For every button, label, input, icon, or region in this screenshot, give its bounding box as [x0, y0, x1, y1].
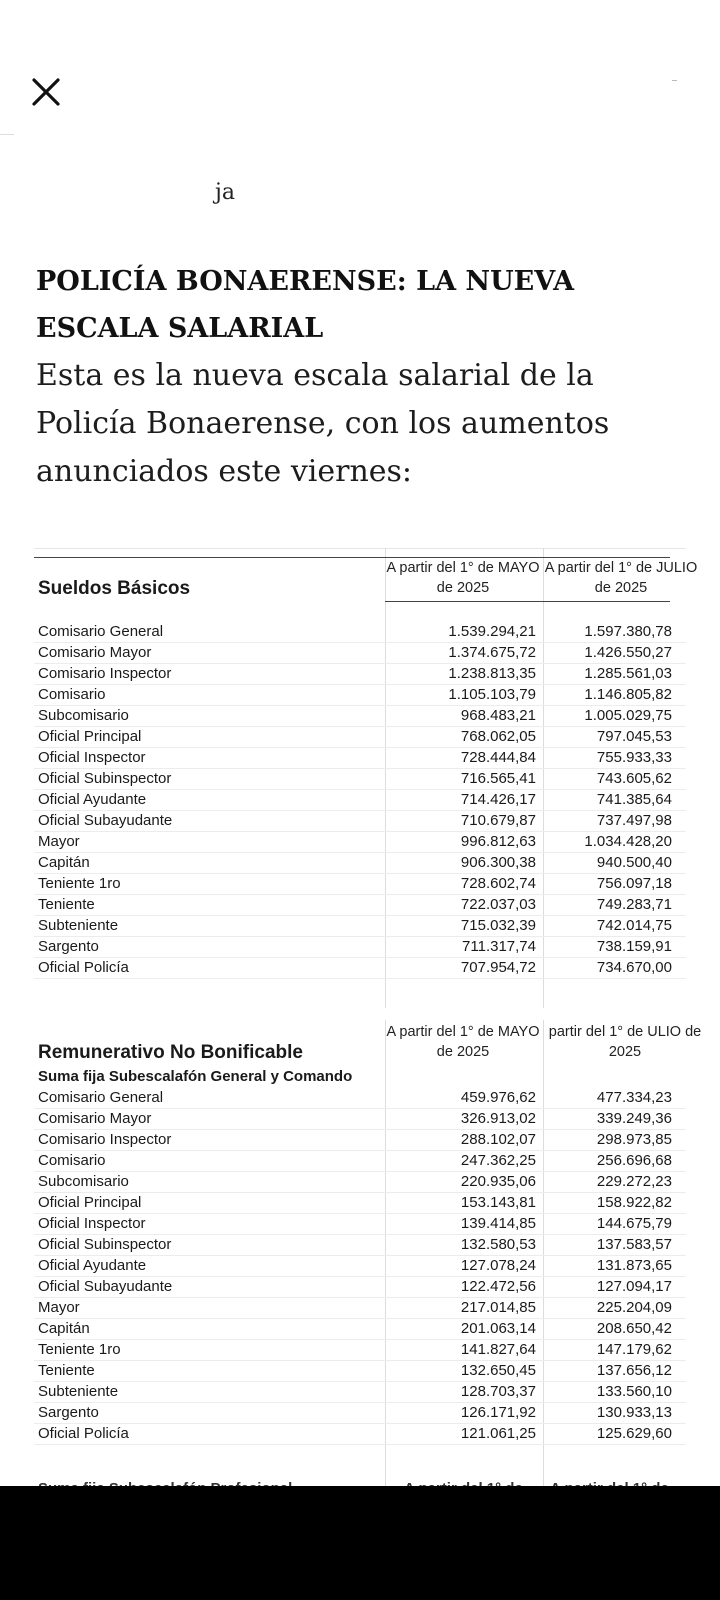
table-row — [34, 643, 686, 664]
row-label: Comisario Inspector — [38, 665, 172, 682]
value-mayo: 121.061,25 — [460, 1425, 536, 1442]
value-mayo: 201.063,14 — [460, 1320, 536, 1337]
table-row — [34, 1214, 686, 1235]
value-mayo: 714.426,17 — [460, 791, 536, 808]
value-julio: 130.933,13 — [596, 1404, 672, 1421]
row-label: Teniente 1ro — [38, 1341, 121, 1358]
value-julio: 1.146.805,82 — [584, 686, 672, 703]
table-row — [34, 874, 686, 895]
value-julio: 137.656,12 — [596, 1362, 672, 1379]
table-row — [34, 1235, 686, 1256]
value-mayo: 141.827,64 — [460, 1341, 536, 1358]
value-julio: 298.973,85 — [596, 1131, 672, 1148]
table-row — [34, 811, 686, 832]
value-julio: 229.272,23 — [596, 1173, 672, 1190]
value-julio: 797.045,53 — [596, 728, 672, 745]
table2-subtitle: Suma fija Subescalafón General y Comando — [38, 1068, 353, 1085]
value-mayo: 459.976,62 — [460, 1089, 536, 1106]
row-label: Oficial Subinspector — [38, 770, 172, 787]
row-label: Comisario Inspector — [38, 1131, 172, 1148]
table-row — [34, 1151, 686, 1172]
row-label: Teniente — [38, 896, 95, 913]
table-row — [34, 895, 686, 916]
value-mayo: 217.014,85 — [460, 1299, 536, 1316]
table-row — [34, 1277, 686, 1298]
value-mayo: 132.580,53 — [460, 1236, 536, 1253]
value-mayo: 1.539.294,21 — [448, 623, 536, 640]
value-mayo: 1.374.675,72 — [448, 644, 536, 661]
row-label: Oficial Policía — [38, 959, 129, 976]
article — [36, 258, 686, 496]
row-label: Comisario General — [38, 623, 164, 640]
value-julio: 127.094,17 — [596, 1278, 672, 1295]
table-row — [34, 1403, 686, 1424]
row-label: Oficial Principal — [38, 728, 142, 745]
value-julio: 477.334,23 — [596, 1089, 672, 1106]
close-button[interactable] — [28, 74, 64, 110]
table2-rows — [34, 1088, 686, 1445]
value-mayo: 128.703,37 — [460, 1383, 536, 1400]
value-julio: 756.097,18 — [596, 875, 672, 892]
table3-col1-cut — [404, 1474, 523, 1486]
row-label: Oficial Ayudante — [38, 1257, 147, 1274]
value-mayo: 132.650,45 — [460, 1362, 536, 1379]
row-label: Teniente — [38, 1362, 95, 1379]
table-row — [34, 727, 686, 748]
value-julio: 749.283,71 — [596, 896, 672, 913]
table-row — [34, 937, 686, 958]
table3-col2-cut — [550, 1474, 669, 1486]
row-label: Comisario General — [38, 1089, 164, 1106]
value-mayo: 288.102,07 — [460, 1131, 536, 1148]
system-navigation-bar — [0, 1486, 720, 1600]
row-label: Capitán — [38, 854, 90, 871]
table-row — [34, 685, 686, 706]
divider — [0, 134, 14, 135]
row-label: Oficial Inspector — [38, 1215, 146, 1232]
value-mayo: 326.913,02 — [460, 1110, 536, 1127]
value-mayo: 247.362,25 — [460, 1152, 536, 1169]
value-julio: 1.005.029,75 — [584, 707, 672, 724]
close-icon — [31, 77, 61, 107]
row-label: Oficial Policía — [38, 1425, 129, 1442]
value-mayo: 728.602,74 — [460, 875, 536, 892]
value-mayo: 722.037,03 — [460, 896, 536, 913]
value-mayo: 716.565,41 — [460, 770, 536, 787]
value-mayo: 122.472,56 — [460, 1278, 536, 1295]
table-row — [34, 706, 686, 727]
table-row — [34, 916, 686, 937]
row-label: Subcomisario — [38, 707, 129, 724]
value-mayo: 968.483,21 — [460, 707, 536, 724]
table2-header — [34, 1020, 702, 1066]
row-label: Comisario — [38, 1152, 106, 1169]
value-julio: 147.179,62 — [596, 1341, 672, 1358]
value-mayo: 711.317,74 — [462, 938, 536, 955]
row-label: Oficial Subayudante — [38, 812, 173, 829]
value-julio: 755.933,33 — [596, 749, 672, 766]
value-julio: 1.597.380,78 — [584, 623, 672, 640]
table-row — [34, 1319, 686, 1340]
table2-col-mayo: A partir del 1° de MAYO de 2025 — [386, 1024, 540, 1060]
row-label: Oficial Principal — [38, 1194, 142, 1211]
value-julio: 225.204,09 — [596, 1299, 672, 1316]
salary-table-image — [34, 548, 702, 1514]
header-rule — [385, 601, 670, 602]
value-julio: 738.159,91 — [596, 938, 672, 955]
table-row — [34, 1172, 686, 1193]
value-mayo: 710.679,87 — [460, 812, 536, 829]
value-mayo: 906.300,38 — [460, 854, 536, 871]
table1-col-julio: A partir del 1° de JULIO de 2025 — [544, 560, 698, 596]
table-row — [34, 1088, 686, 1109]
value-julio: 137.583,57 — [596, 1236, 672, 1253]
value-julio: 133.560,10 — [596, 1383, 672, 1400]
value-mayo: 139.414,85 — [460, 1215, 536, 1232]
table-row — [34, 748, 686, 769]
row-label: Teniente 1ro — [38, 875, 121, 892]
row-label: Comisario Mayor — [38, 644, 152, 661]
value-mayo: 996.812,63 — [460, 833, 536, 850]
table-row — [34, 1340, 686, 1361]
table2-col-julio: partir del 1° de ULIO de 2025 — [548, 1024, 702, 1060]
value-julio: 741.385,64 — [596, 791, 672, 808]
value-julio: 158.922,82 — [596, 1194, 672, 1211]
value-mayo: 127.078,24 — [460, 1257, 536, 1274]
row-label: Comisario Mayor — [38, 1110, 152, 1127]
value-mayo: 220.935,06 — [460, 1173, 536, 1190]
value-julio: 1.034.428,20 — [584, 833, 672, 850]
table-row — [34, 790, 686, 811]
value-julio: 125.629,60 — [596, 1425, 672, 1442]
table-row — [34, 622, 686, 643]
article-body: Esta es la nueva escala salarial de la Policía Bonaerense, con los aumentos anunciados este viernes: — [36, 358, 610, 489]
value-mayo: 715.032,39 — [460, 917, 536, 934]
table-row — [34, 769, 686, 790]
table-row — [34, 958, 686, 979]
value-mayo: 1.238.813,35 — [448, 665, 536, 682]
row-label: Subteniente — [38, 1383, 119, 1400]
clipped-text: ja — [215, 180, 235, 205]
row-label: Subcomisario — [38, 1173, 129, 1190]
value-julio: 940.500,40 — [596, 854, 672, 871]
table1-rows — [34, 622, 686, 979]
table-row — [34, 1382, 686, 1403]
value-julio: 256.696,68 — [596, 1152, 672, 1169]
article-headline: POLICÍA BONAERENSE: LA NUEVA ESCALA SALARIAL — [36, 266, 575, 344]
table-row — [34, 1424, 686, 1445]
row-label: Mayor — [38, 1299, 80, 1316]
value-mayo: 1.105.103,79 — [448, 686, 536, 703]
value-julio: 131.873,65 — [596, 1257, 672, 1274]
table-row — [34, 1109, 686, 1130]
table-row — [34, 1193, 686, 1214]
row-label: Oficial Subinspector — [38, 1236, 172, 1253]
value-julio: 737.497,98 — [596, 812, 672, 829]
value-julio: 734.670,00 — [596, 959, 672, 976]
row-label: Oficial Inspector — [38, 749, 146, 766]
value-julio: 339.249,36 — [596, 1110, 672, 1127]
value-mayo: 728.444,84 — [460, 749, 536, 766]
value-mayo: 153.143,81 — [460, 1194, 536, 1211]
table2-title: Remunerativo No Bonificable — [38, 1042, 303, 1063]
table-row — [34, 1361, 686, 1382]
row-label: Mayor — [38, 833, 80, 850]
value-mayo: 126.171,92 — [460, 1404, 536, 1421]
table-row — [34, 832, 686, 853]
value-mayo: 707.954,72 — [460, 959, 536, 976]
table-row — [34, 1298, 686, 1319]
row-label: Capitán — [38, 1320, 90, 1337]
row-label: Oficial Subayudante — [38, 1278, 173, 1295]
row-label: Sargento — [38, 938, 99, 955]
divider-tick — [672, 80, 677, 81]
value-julio: 1.285.561,03 — [584, 665, 672, 682]
value-julio: 1.426.550,27 — [584, 644, 672, 661]
table1-title: Sueldos Básicos — [38, 578, 191, 599]
value-mayo: 768.062,05 — [460, 728, 536, 745]
table-row — [34, 664, 686, 685]
table1-col-mayo: A partir del 1° de MAYO de 2025 — [386, 560, 540, 596]
table1-header — [34, 556, 698, 602]
row-label: Subteniente — [38, 917, 119, 934]
table3-title-cut — [38, 1474, 292, 1486]
table-row — [34, 853, 686, 874]
value-julio: 742.014,75 — [596, 917, 672, 934]
value-julio: 743.605,62 — [596, 770, 672, 787]
row-label: Oficial Ayudante — [38, 791, 147, 808]
sheet-border — [34, 548, 686, 549]
table-row — [34, 1256, 686, 1277]
table-row — [34, 1130, 686, 1151]
value-julio: 208.650,42 — [596, 1320, 672, 1337]
row-label: Sargento — [38, 1404, 99, 1421]
value-julio: 144.675,79 — [596, 1215, 672, 1232]
row-label: Comisario — [38, 686, 106, 703]
